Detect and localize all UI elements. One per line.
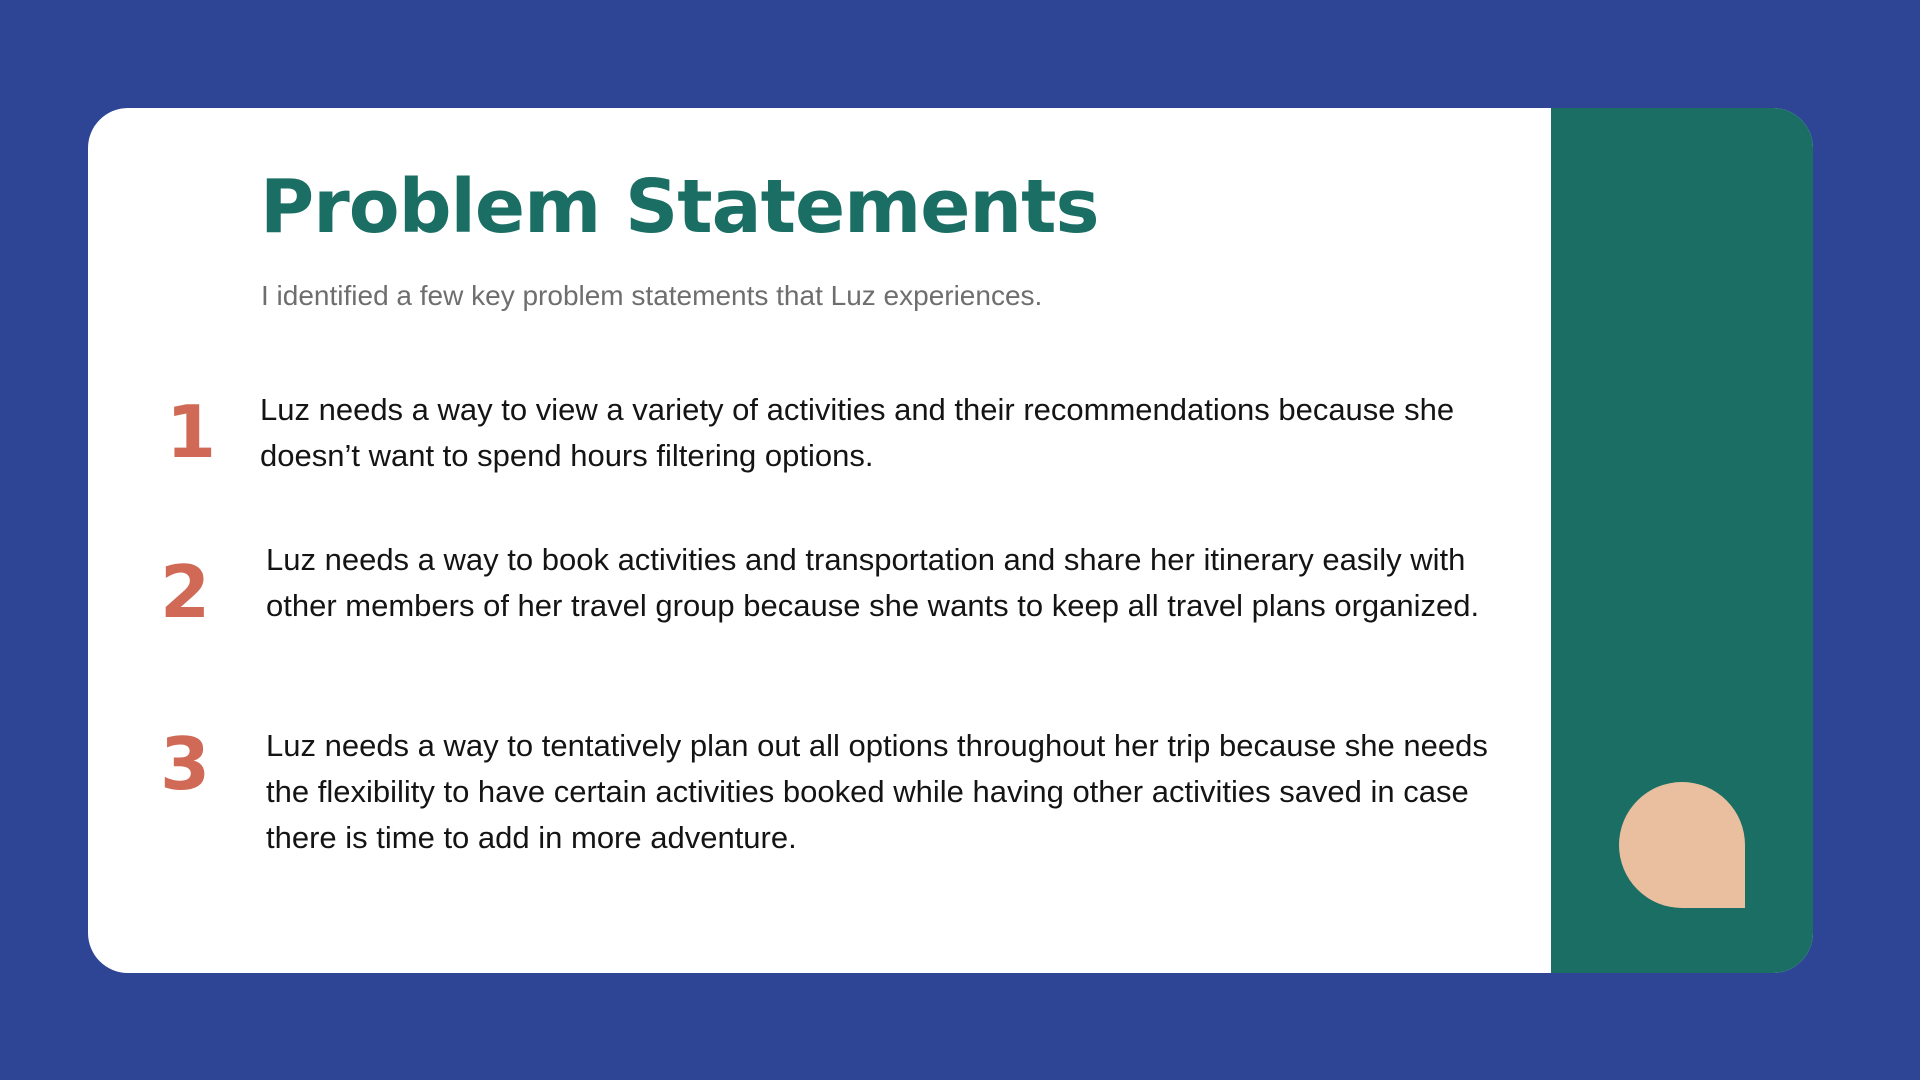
problem-statement-3: Luz needs a way to tentatively plan out all options throughout her trip because she needs the flexibility to have certain activities booked while having other activities saved in case there is time to add in more adventure. [266, 728, 1488, 855]
problem-number-3: 3 [160, 722, 211, 806]
slide-subtitle: I identified a few key problem statements that Luz experiences. [261, 280, 1043, 311]
problem-statement-1: Luz needs a way to view a variety of activities and their recommendations because she doesn’t want to spend hours filtering options. [260, 392, 1455, 473]
decorative-blob-shape [1619, 782, 1745, 908]
problem-number-2: 2 [160, 550, 211, 634]
slide-card [88, 108, 1813, 973]
problem-statement-2: Luz needs a way to book activities and transportation and share her itinerary easily with other members of her travel group because she wants to keep all travel plans organized. [266, 542, 1480, 623]
slide-title: Problem Statements [260, 164, 1099, 250]
problem-number-1: 1 [166, 390, 217, 474]
decorative-side-panel [1551, 108, 1813, 973]
